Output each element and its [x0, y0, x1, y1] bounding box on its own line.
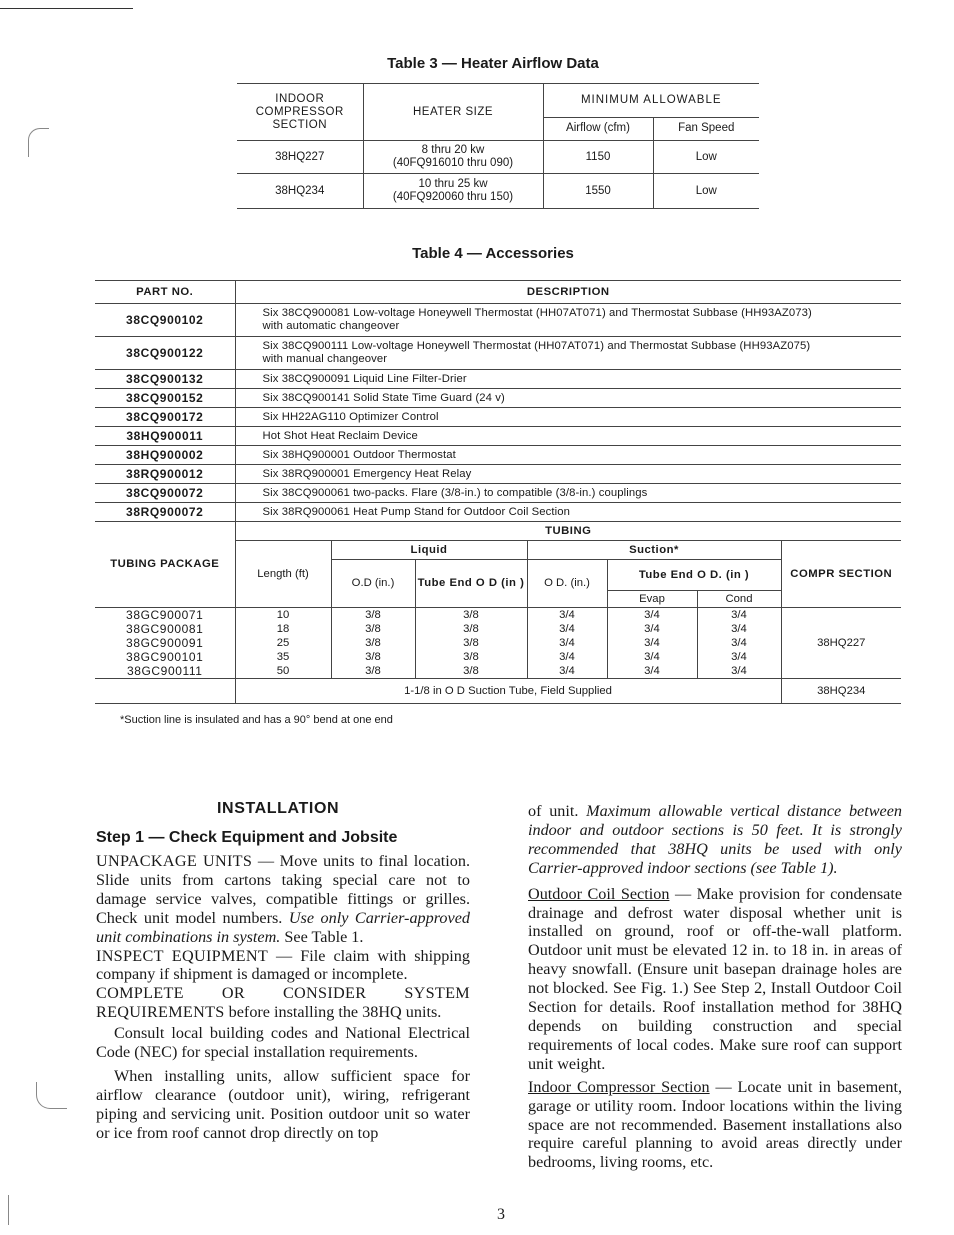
table-row: [95, 446, 901, 465]
paragraph-complete: COMPLETE OR CONSIDER SYSTEM REQUIREMENTS before installing the 38HQ units.: [96, 984, 470, 1022]
part-description: Six 38CQ900061 two-packs. Flare (3/8-in.) to compatible (3/8-in.) couplings: [235, 484, 901, 503]
part-description: Six HH22AG110 Optimizer Control: [235, 408, 901, 427]
suction-tube-end-header: Tube End O D. (in ): [607, 560, 781, 591]
step1-heading: Step 1 — Check Equipment and Jobsite: [96, 829, 398, 846]
suction-header: Suction*: [527, 541, 781, 560]
compr-section: 38HQ227: [781, 608, 901, 679]
liquid-od: 3/8: [331, 608, 415, 623]
length-header: Length (ft): [235, 541, 331, 608]
evap: 3/4: [607, 650, 697, 664]
liquid-od-header: O.D (in.): [331, 560, 415, 608]
tubing-package: 38GC900071: [95, 608, 235, 623]
table3-section: 38HQ234: [237, 174, 363, 209]
table-row: [95, 465, 901, 484]
table3-heater: 8 thru 20 kw (40FQ916010 thru 090): [363, 141, 543, 174]
paragraph-inspect: INSPECT EQUIPMENT — File claim with shipping company if shipment is damaged or incomplete.: [96, 946, 470, 984]
liquid-tube-end: 3/8: [415, 636, 527, 650]
paragraph-codes: Consult local building codes and National Electrical Code (NEC) for special installation requirements.: [96, 1024, 470, 1062]
cond-header: Cond: [697, 591, 781, 608]
table4-accessories: [95, 280, 901, 704]
part-number: 38CQ900122: [95, 337, 235, 370]
table3-header-heater: HEATER SIZE: [363, 84, 543, 141]
part-description: Six 38HQ900001 Outdoor Thermostat: [235, 446, 901, 465]
scan-mark: [8, 1195, 9, 1225]
suction-od: 3/4: [527, 664, 607, 679]
liquid-tube-end: 3/8: [415, 622, 527, 636]
part-description: Six 38CQ900091 Liquid Line Filter-Drier: [235, 370, 901, 389]
table3-title: Table 3 — Heater Airflow Data: [387, 55, 599, 72]
tubing-length: 18: [235, 622, 331, 636]
field-supplied-note: 1-1/8 in O D Suction Tube, Field Supplied: [235, 679, 781, 704]
table3-fan: Low: [653, 141, 759, 174]
part-number: 38CQ900102: [95, 304, 235, 337]
paragraph-unpackage: UNPACKAGE UNITS — Move units to final location. Slide units from cartons taking special care not to damage service valves, compatible fittings or grilles. Check unit model numbers. Use only Carrier-approved unit combinations in system. See Table 1.: [96, 852, 470, 946]
table-row: [95, 503, 901, 522]
part-number: 38CQ900172: [95, 408, 235, 427]
table-row: [95, 337, 901, 370]
tubing-package-header: TUBING PACKAGE: [110, 558, 220, 570]
page-number: 3: [497, 1206, 505, 1223]
evap: 3/4: [607, 664, 697, 679]
table4-header-part: PART NO.: [95, 281, 235, 304]
installation-heading: INSTALLATION: [217, 800, 340, 817]
table-row: [95, 679, 901, 704]
liquid-tube-end: 3/8: [415, 608, 527, 623]
tubing-length: 10: [235, 608, 331, 623]
part-description: Six 38RQ900061 Heat Pump Stand for Outdoor Coil Section: [235, 503, 901, 522]
table-row: [95, 484, 901, 503]
table4-header-desc: DESCRIPTION: [235, 281, 901, 304]
table-row: [95, 408, 901, 427]
evap: 3/4: [607, 636, 697, 650]
liquid-tube-end-header: Tube End O D (in ): [415, 560, 527, 608]
paragraph-vertical-distance: of unit. Maximum allowable vertical distance between indoor and outdoor sections is 50 feet. It is strongly recommended that 38HQ units be used with only Carrier-approved indoor sections (see Table 1).: [528, 802, 902, 877]
cond: 3/4: [697, 608, 781, 623]
evap: 3/4: [607, 608, 697, 623]
liquid-od: 3/8: [331, 664, 415, 679]
tubing-length: 35: [235, 650, 331, 664]
liquid-od: 3/8: [331, 622, 415, 636]
table-row: [95, 664, 901, 679]
table3-heater: 10 thru 25 kw (40FQ920060 thru 150): [363, 174, 543, 209]
cond: 3/4: [697, 622, 781, 636]
compr-section: 38HQ234: [781, 679, 901, 704]
tubing-length: 50: [235, 664, 331, 679]
part-number: 38CQ900072: [95, 484, 235, 503]
table4-title: Table 4 — Accessories: [412, 245, 574, 262]
table-row: [95, 370, 901, 389]
suction-od: 3/4: [527, 608, 607, 623]
part-description: Six 38CQ900081 Low-voltage Honeywell Thermostat (HH07AT071) and Thermostat Subbase (HH93AZ073) with automatic changeover: [235, 304, 901, 337]
table-row: [95, 389, 901, 408]
table-row: [95, 608, 901, 623]
table-row: [95, 304, 901, 337]
top-rule: [0, 8, 133, 9]
cond: 3/4: [697, 664, 781, 679]
suction-od-header: O D. (in.): [527, 560, 607, 608]
table4-footnote: *Suction line is insulated and has a 90° bend at one end: [120, 714, 393, 726]
table3-section: 38HQ227: [237, 141, 363, 174]
tubing-header: TUBING: [235, 522, 901, 541]
table3-airflow: 1150: [543, 141, 653, 174]
part-number: 38CQ900132: [95, 370, 235, 389]
scan-mark: [36, 1082, 67, 1109]
table3-heater-airflow: [237, 83, 759, 209]
liquid-header: Liquid: [331, 541, 527, 560]
evap: 3/4: [607, 622, 697, 636]
table-row: [237, 141, 759, 174]
table-row: [95, 622, 901, 636]
right-column: [528, 802, 902, 1172]
left-column: [96, 852, 470, 1143]
table3-header-airflow: Airflow (cfm): [543, 117, 653, 140]
table-row: [237, 174, 759, 209]
part-number: 38CQ900152: [95, 389, 235, 408]
table-row: [95, 650, 901, 664]
table-row: [95, 427, 901, 446]
scan-mark: [28, 128, 49, 157]
cond: 3/4: [697, 636, 781, 650]
part-description: Hot Shot Heat Reclaim Device: [235, 427, 901, 446]
tubing-package: 38GC900101: [126, 649, 204, 664]
table3-header-indoor: INDOOR COMPRESSOR SECTION: [237, 84, 363, 141]
table3-header-minimum: MINIMUM ALLOWABLE: [543, 84, 759, 118]
paragraph-outdoor-coil: Outdoor Coil Section — Make provision for condensate drainage and defrost water disposal whether unit is installed on ground, roof or off-the-wall platform. Outdoor unit must be elevated 12 in. to 18 in. in areas of heavy snowfall. (Ensure unit basepan drainage holes are not blocked. See Fig. 1.) See Step 2, Install Outdoor Coil Section for details. Roof installation method for 38HQ depends on building construction and special requirements of local codes. Make sure roof can support unit weight.: [528, 884, 902, 1073]
suction-od: 3/4: [527, 622, 607, 636]
suction-od: 3/4: [527, 650, 607, 664]
table3-airflow: 1550: [543, 174, 653, 209]
compr-section-header: COMPR SECTION: [781, 541, 901, 608]
part-number: 38RQ900012: [95, 465, 235, 484]
part-number: 38HQ900002: [95, 446, 235, 465]
tubing-package: 38GC900111: [95, 664, 235, 679]
part-description: Six 38RQ900001 Emergency Heat Relay: [235, 465, 901, 484]
tubing-package: 38GC900081: [126, 621, 204, 636]
table3-fan: Low: [653, 174, 759, 209]
tubing-length: 25: [235, 636, 331, 650]
part-number: 38RQ900072: [95, 503, 235, 522]
liquid-od: 3/8: [331, 650, 415, 664]
liquid-tube-end: 3/8: [415, 650, 527, 664]
paragraph-space: When installing units, allow sufficient space for airflow clearance (outdoor unit), wiring, refrigerant piping and servicing unit. Position outdoor unit so water or ice from roof cannot drop directly on top: [96, 1066, 470, 1142]
suction-od: 3/4: [527, 636, 607, 650]
cond: 3/4: [697, 650, 781, 664]
table3-header-fanspeed: Fan Speed: [653, 117, 759, 140]
evap-header: Evap: [607, 591, 697, 608]
tubing-package: 38GC900091: [126, 635, 204, 650]
part-description: Six 38CQ900141 Solid State Time Guard (24 v): [235, 389, 901, 408]
table-row: [95, 636, 901, 650]
part-number: 38HQ900011: [95, 427, 235, 446]
paragraph-indoor-compressor: Indoor Compressor Section — Locate unit in basement, garage or utility room. Indoor locations within the living space are not recommended. Basement installations also require careful planning to avoid areas directly under bedrooms, living rooms, etc.: [528, 1077, 902, 1172]
part-description: Six 38CQ900111 Low-voltage Honeywell Thermostat (HH07AT071) and Thermostat Subbase (HH93AZ075) with manual changeover: [235, 337, 901, 370]
liquid-tube-end: 3/8: [415, 664, 527, 679]
liquid-od: 3/8: [331, 636, 415, 650]
